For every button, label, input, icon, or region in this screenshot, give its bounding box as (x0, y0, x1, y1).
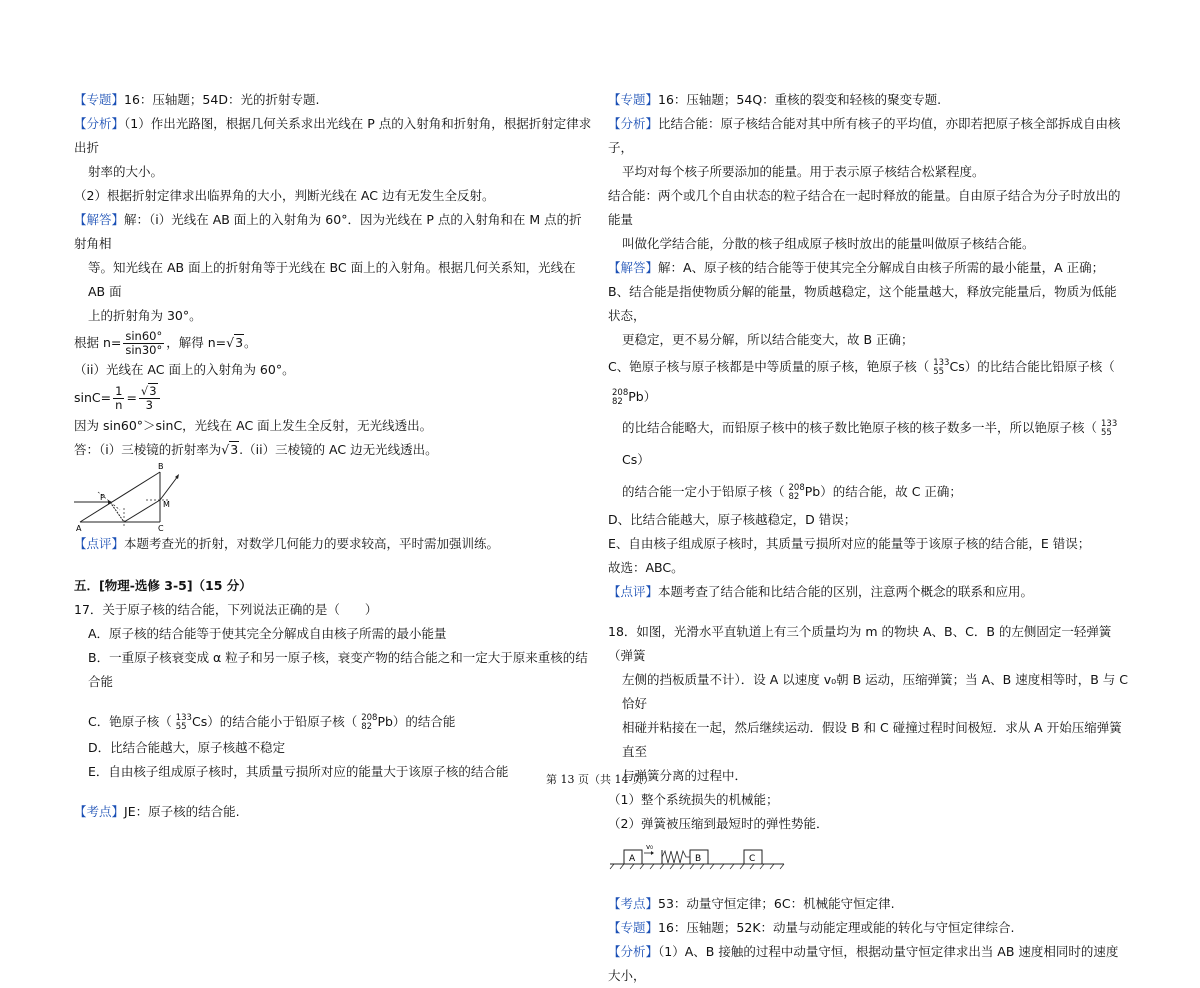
block-a-label: A (629, 854, 636, 864)
solution-b-cont: 更稳定，更不易分解，所以结合能变大，故 B 正确； (622, 332, 914, 347)
pb-nuclide: 208 82 (612, 387, 629, 407)
analysis-line-cont: 射率的大小。 (88, 164, 164, 179)
kaodian-line: 【考点】53：动量守恒定律；6C：机械能守恒定律. (608, 896, 895, 911)
solution-line-cont: 等。知光线在 AB 面上的折射角等于光线在 BC 面上的入射角。根据几何关系知，光线在 AB 面 (88, 260, 576, 299)
solution-d: D、比结合能越大，原子核越稳定，D 错误； (608, 512, 857, 527)
topic-line: 【专题】16：压轴题；54Q：重核的裂变和轻核的聚变专题. (608, 92, 942, 107)
fraction: $\frac{1}{n}$ (115, 384, 123, 412)
section-heading: 五．[物理-选修 3-5]（15 分） (74, 578, 252, 593)
incidence-line: （ii）光线在 AC 面上的入射角为 60°。 (74, 362, 295, 377)
analysis-line: 【分析】比结合能：原子核结合能对其中所有核子的平均值，亦即若把原子核全部拆成自由核子， (608, 116, 1121, 155)
label-p: P (100, 493, 105, 502)
fraction: $\frac{\sin 60^\circ}{\sin 30^\circ}$ (125, 329, 163, 357)
prism-diagram (74, 462, 194, 532)
cs-nuclide: 133 55 (933, 357, 950, 377)
formula-n: 根据 n= $\frac{\sin 60^\circ}{\sin 30^\circ}$ ，解得 n=√3。 (74, 329, 257, 357)
definition-line: 结合能：两个或几个自由状态的粒子结合在一起时释放的能量。自由原子结合为分子时放出的能量 (608, 188, 1121, 227)
topic-line: 【专题】16：压轴题；54D：光的折射专题. (74, 92, 320, 107)
option-b: B．一重原子核衰变成 α 粒子和另一原子核，衰变产物的结合能之和一定大于原来重核的结合能 (88, 650, 588, 689)
solution-c-cont-2: 的结合能一定小于铅原子核（ 208 82 Pb）的结合能，故 C 正确； (622, 482, 962, 502)
topic-line-2: 【专题】16：压轴题；52K：动量与动能定理或能的转化与守恒定律综合. (608, 920, 1015, 935)
question-18-cont: 左侧的挡板质量不计）．设 A 以速度 v₀朝 B 运动，压缩弹簧；当 A、B 速度相等时，B 与 C 恰好 (622, 672, 1128, 711)
pb-nuclide: 208 82 (361, 712, 378, 732)
definition-line-cont: 叫做化学结合能，分散的核子组成原子核时放出的能量叫做原子核结合能。 (622, 236, 1035, 251)
v0-label: v₀ (646, 843, 653, 851)
solution-e: E、自由核子组成原子核时，其质量亏损所对应的能量等于该原子核的结合能，E 错误； (608, 536, 1091, 551)
answer-line: 答：（i）三棱镜的折射率为√3.（ii）三棱镜的 AC 边无光线透出。 (74, 442, 438, 457)
comment-line: 【点评】本题考查了结合能和比结合能的区别，注意两个概念的联系和应用。 (608, 584, 1034, 599)
blocks-spring-diagram (608, 838, 788, 872)
question-18-part-2: （2）弹簧被压缩到最短时的弹性势能． (608, 816, 829, 831)
option-a: A．原子核的结合能等于使其完全分解成自由核子所需的最小能量 (88, 626, 447, 641)
question-18-cont-2: 相碰并粘接在一起，然后继续运动．假设 B 和 C 碰撞过程时间极短．求从 A 开始压缩弹簧直至 (622, 720, 1122, 759)
solution-c: C、铯原子核与原子核都是中等质量的原子核，铯原子核（ 133 55 Cs）的比结合能比铅原子核（ 208 82 Pb） (608, 357, 1115, 407)
total-reflection-line: 因为 sin60°＞sinC，光线在 AC 面上发生全反射，无光线透出。 (74, 418, 433, 433)
question-17: 17．关于原子核的结合能，下列说法正确的是（ ） (74, 602, 378, 617)
question-18-part-1: （1）整个系统损失的机械能； (608, 792, 779, 807)
analysis-line-2: 【分析】（1）A、B 接触的过程中动量守恒，根据动量守恒定律求出当 AB 速度相同时的速度大小， (608, 944, 1119, 983)
block-b-label: B (695, 854, 702, 864)
cs-nuclide: 133 55 (1101, 418, 1118, 438)
question-18: 18．如图，光滑水平直轨道上有三个质量均为 m 的物块 A、B、C．B 的左侧固定一轻弹簧（弹簧 (608, 624, 1112, 663)
answer-line: 故选：ABC。 (608, 560, 684, 575)
cs-nuclide: 133 55 (175, 712, 192, 732)
analysis-line-2: （2）根据折射定律求出临界角的大小，判断光线在 AC 边有无发生全反射。 (74, 188, 495, 203)
fraction: $\frac{√3}{3}$ (139, 385, 160, 412)
right-column (608, 88, 1128, 988)
solution-line: 【解答】解：A、原子核的结合能等于使其完全分解成自由核子所需的最小能量，A 正确； (608, 260, 1105, 275)
block-c-label: C (749, 854, 756, 864)
solution-c-cont: 的比结合能略大，而铅原子核中的核子数比铯原子核的核子数多一半，所以铯原子核（ 133 55 Cs） (622, 418, 1118, 467)
label-a: A (76, 524, 82, 532)
option-e: E．自由核子组成原子核时，其质量亏损所对应的能量大于该原子核的结合能 (88, 764, 509, 779)
page-footer: 第 13 页（共 14 页） (546, 773, 654, 786)
solution-line-cont-2: 上的折射角为 30°。 (88, 308, 202, 323)
option-c: C．铯原子核（ 133 55 Cs）的结合能小于铅原子核（ 208 82 Pb）的结合能 (88, 712, 456, 732)
label-b: B (158, 462, 164, 471)
analysis-line-cont: 平均对每个核子所要添加的能量。用于表示原子核结合松紧程度。 (622, 164, 985, 179)
formula-sinc: sinC= $\frac{1}{n}$ = $\frac{√3}{3}$ (74, 382, 594, 414)
kaodian-line: 【考点】JE：原子核的结合能. (74, 804, 240, 819)
solution-line: 【解答】解：（i）光线在 AB 面上的入射角为 60°．因为光线在 P 点的入射角和在 M 点的折射角相 (74, 212, 582, 251)
option-d: D．比结合能越大，原子核越不稳定 (88, 740, 286, 755)
left-column (74, 88, 594, 824)
comment-line: 【点评】本题考查光的折射，对数学几何能力的要求较高，平时需加强训练。 (74, 536, 500, 551)
analysis-line: 【分析】（1）作出光路图，根据几何关系求出光线在 P 点的入射角和折射角，根据折射定律求出折 (74, 116, 592, 155)
pb-nuclide: 208 82 (788, 482, 805, 502)
solution-b: B、结合能是指使物质分解的能量，物质越稳定，这个能量越大，释放完能量后，物质为低能状态， (608, 284, 1117, 323)
label-m: M (163, 500, 170, 509)
question-18-cont-3: 与弹簧分离的过程中． (622, 768, 748, 783)
label-c: C (158, 524, 164, 532)
